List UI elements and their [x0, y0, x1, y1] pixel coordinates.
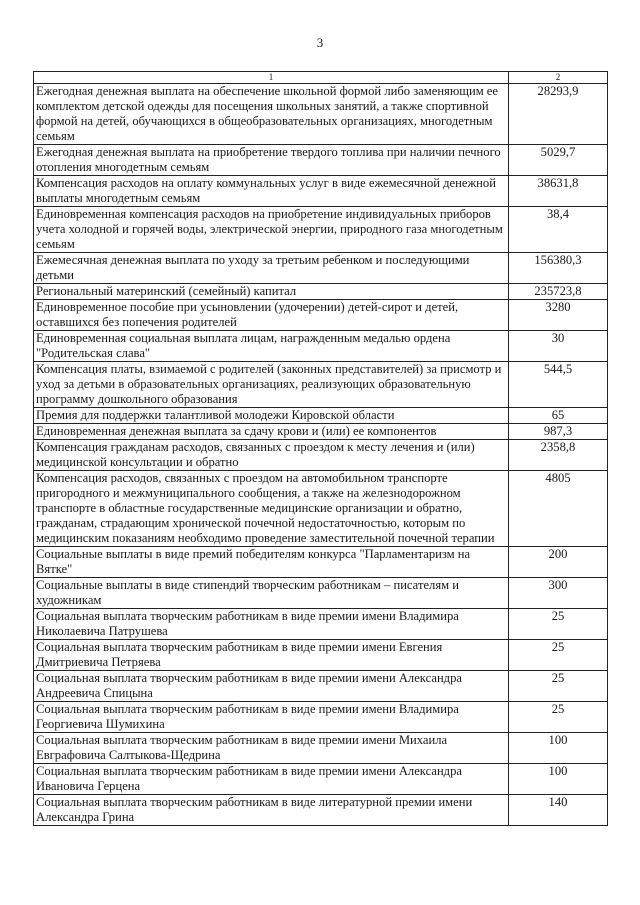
- row-value: 38631,8: [509, 176, 608, 207]
- table-row: [34, 640, 608, 671]
- table-row: [34, 702, 608, 733]
- row-name: Единовременная социальная выплата лицам, награжденным медалью ордена "Родительская слава": [34, 331, 509, 362]
- table-row: [34, 471, 608, 547]
- row-name: Ежемесячная денежная выплата по уходу за третьим ребенком и последующими детьми: [34, 253, 509, 284]
- row-value: 28293,9: [509, 84, 608, 145]
- table-row: [34, 764, 608, 795]
- row-name: Социальная выплата творческим работникам в виде премии имени Владимира Николаевича Патрушева: [34, 609, 509, 640]
- row-name: Социальная выплата творческим работникам в виде премии имени Александра Ивановича Герцена: [34, 764, 509, 795]
- table-row: [34, 207, 608, 253]
- row-name: Компенсация расходов на оплату коммунальных услуг в виде ежемесячной денежной выплаты многодетным семьям: [34, 176, 509, 207]
- row-value: 25: [509, 640, 608, 671]
- row-value: 38,4: [509, 207, 608, 253]
- row-name: Ежегодная денежная выплата на обеспечение школьной формой либо заменяющим ее комплектом детской одежды для посещения школьных занятий, а также спортивной формой на детей, обучающихся в общеобразовательных организациях, многодетным семьям: [34, 84, 509, 145]
- table-row: [34, 795, 608, 826]
- table-row: [34, 331, 608, 362]
- row-name: Социальная выплата творческим работникам в виде премии имени Александра Андреевича Спицына: [34, 671, 509, 702]
- table-row: [34, 440, 608, 471]
- row-value: 987,3: [509, 424, 608, 440]
- row-name: Премия для поддержки талантливой молодежи Кировской области: [34, 408, 509, 424]
- row-name: Компенсация расходов, связанных с проездом на автомобильном транспорте пригородного и межмуниципального сообщения, а также на железнодорожном транспорте в областные государственные медицинские организации и обратно, гражданам, страдающим хронической почечной недостаточностью, которым по медицинским показаниям необходимо проведение заместительной почечной терапии: [34, 471, 509, 547]
- row-value: 235723,8: [509, 284, 608, 300]
- table-row: [34, 84, 608, 145]
- row-value: 30: [509, 331, 608, 362]
- row-value: 100: [509, 764, 608, 795]
- row-value: 156380,3: [509, 253, 608, 284]
- row-name: Единовременная денежная выплата за сдачу крови и (или) ее компонентов: [34, 424, 509, 440]
- table-row: [34, 424, 608, 440]
- row-value: 25: [509, 702, 608, 733]
- row-name: Региональный материнский (семейный) капитал: [34, 284, 509, 300]
- row-value: 200: [509, 547, 608, 578]
- row-name: Единовременная компенсация расходов на приобретение индивидуальных приборов учета холодной и горячей воды, электрической энергии, природного газа многодетным семьям: [34, 207, 509, 253]
- table-row: [34, 578, 608, 609]
- row-value: 4805: [509, 471, 608, 547]
- row-value: 140: [509, 795, 608, 826]
- row-name: Единовременное пособие при усыновлении (удочерении) детей-сирот и детей, оставшихся без попечения родителей: [34, 300, 509, 331]
- row-name: Социальная выплата творческим работникам в виде литературной премии имени Александра Грина: [34, 795, 509, 826]
- row-name: Ежегодная денежная выплата на приобретение твердого топлива при наличии печного отопления многодетным семьям: [34, 145, 509, 176]
- row-value: 100: [509, 733, 608, 764]
- table-row: [34, 300, 608, 331]
- column-header-2: 2: [509, 72, 608, 84]
- row-value: 25: [509, 671, 608, 702]
- row-value: 300: [509, 578, 608, 609]
- table-header-row: [34, 72, 608, 84]
- row-name: Компенсация платы, взимаемой с родителей (законных представителей) за присмотр и уход за детьми в образовательных организациях, реализующих образовательную программу дошкольного образования: [34, 362, 509, 408]
- row-value: 544,5: [509, 362, 608, 408]
- budget-table: [33, 71, 608, 826]
- table-row: [34, 733, 608, 764]
- table-row: [34, 547, 608, 578]
- row-name: Социальные выплаты в виде премий победителям конкурса "Парламентаризм на Вятке": [34, 547, 509, 578]
- row-value: 65: [509, 408, 608, 424]
- row-value: 2358,8: [509, 440, 608, 471]
- row-name: Социальная выплата творческим работникам в виде премии имени Владимира Георгиевича Шумихина: [34, 702, 509, 733]
- row-value: 5029,7: [509, 145, 608, 176]
- row-name: Социальные выплаты в виде стипендий творческим работникам – писателям и художникам: [34, 578, 509, 609]
- table-row: [34, 284, 608, 300]
- row-value: 25: [509, 609, 608, 640]
- page-number: 3: [316, 35, 324, 50]
- table-row: [34, 671, 608, 702]
- table-row: [34, 362, 608, 408]
- table-row: [34, 408, 608, 424]
- table-row: [34, 253, 608, 284]
- row-value: 3280: [509, 300, 608, 331]
- row-name: Социальная выплата творческим работникам в виде премии имени Михаила Евграфовича Салтыкова-Щедрина: [34, 733, 509, 764]
- table-row: [34, 145, 608, 176]
- table-row: [34, 609, 608, 640]
- table-row: [34, 176, 608, 207]
- row-name: Компенсация гражданам расходов, связанных с проездом к месту лечения и (или) медицинской консультации и обратно: [34, 440, 509, 471]
- column-header-1: 1: [34, 72, 509, 84]
- row-name: Социальная выплата творческим работникам в виде премии имени Евгения Дмитриевича Петряева: [34, 640, 509, 671]
